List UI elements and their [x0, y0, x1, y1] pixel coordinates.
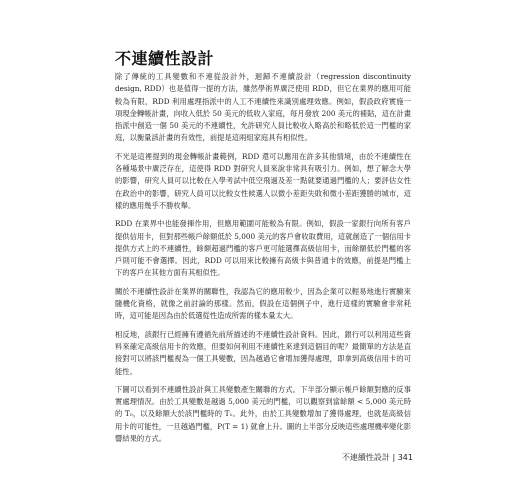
- paragraph-3: RDD 在業界中也能發揮作用，但應用範圍可能較為有限。例如，假設一家銀行向所有客戶提供信用卡，但對那些帳戶餘額低於 5,000 美元的客戶會收取費用，這就創造了一個信用卡提供方式上的不連續性，餘額超過門檻的客戶更可能選擇高級信用卡，而餘額低於門檻的客戶則可能不會選擇。因此，RDD 可以用來比較擁有高級卡與普通卡的效應，前提是門檻上下的客戶在其他方面有其相似性。: [115, 219, 411, 278]
- paragraph-1: 除了傳統的工具變數和不連從設計外，迴歸不連續設計（regression discontinuity design, RDD）也是值得一提的方法，雖然學術界廣泛使用 RDD，但它在業界的應用可能較為有限，RDD 利用處理指派中的人工不連續性來識別處理效應。例如，假設政府實施一項現金轉帳計畫，向收入低於 50 美元的低收入家庭，每月發放 200 美元的補貼，這在計畫指派中創造一個 50 美元的不連續性，允許研究人員比較收入略高於和略低於這一門檻的家庭，以衡量該計畫的有效性，前提是這兩組家庭具有相似性。: [115, 72, 411, 143]
- paragraph-2: 不光是這裡提到的現金轉帳計畫範例，RDD 還可以應用在許多其他情境，由於不連續性在各種場景中廣泛存在，這使得 RDD 對研究人員來說非常具有吸引力。例如，想了解念大學的影響，研究人員可以比較在入學考試中低空飛過及差一點就要通過門檻的人；要評估女性在政治中的影響，研究人員可以比較女性候選人以微小差距失敗和微小差距獲勝的城市，這樣的應用幾乎不勝枚舉。: [115, 151, 411, 210]
- paragraph-4: 關於不連續性設計在業界的關聯性，我認為它的應用較少，因為企業可以輕易地進行實驗來隨機化資格，就像之前討論的那樣。然而，假設在這個例子中，進行這樣的實驗會非常耗時，這可能是因為由於低選從性造成所需的樣本量太大。: [115, 286, 411, 321]
- paragraph-5: 相反地，該銀行已經擁有遵循先前所描述的不連續性設計資料。因此，銀行可以利用這些資料來確定高級信用卡的效應，但要如何利用不連續性來達到這個目的呢？最簡單的方法是直接對可以將該門檻視為一個工具變數，因為越過它會增加獲得處理，即拿到高級信用卡的可能性。: [115, 329, 411, 376]
- body-text: [115, 71, 411, 451]
- section-title: 不連續性設計: [115, 49, 215, 68]
- paragraph-6: 下圖可以看到不連續性設計與工具變數產生關聯的方式。下半部分顯示帳戶餘額對應的反事實處理情況。由於工具變數是越過 5,000 美元的門檻，可以觀察到當餘額 < 5,000 美元時的 T₀，以及餘額大於該門檻時的 T₁。此外，由於工具變數增加了獲得處理，也就是高級信用卡的可能性，一旦越過門檻，P(T = 1) 就會上升。圖的上半部分反映這些處理機率變化影響結果的方式。: [115, 384, 411, 444]
- page-footer: 不連續性設計 | 341: [341, 453, 413, 462]
